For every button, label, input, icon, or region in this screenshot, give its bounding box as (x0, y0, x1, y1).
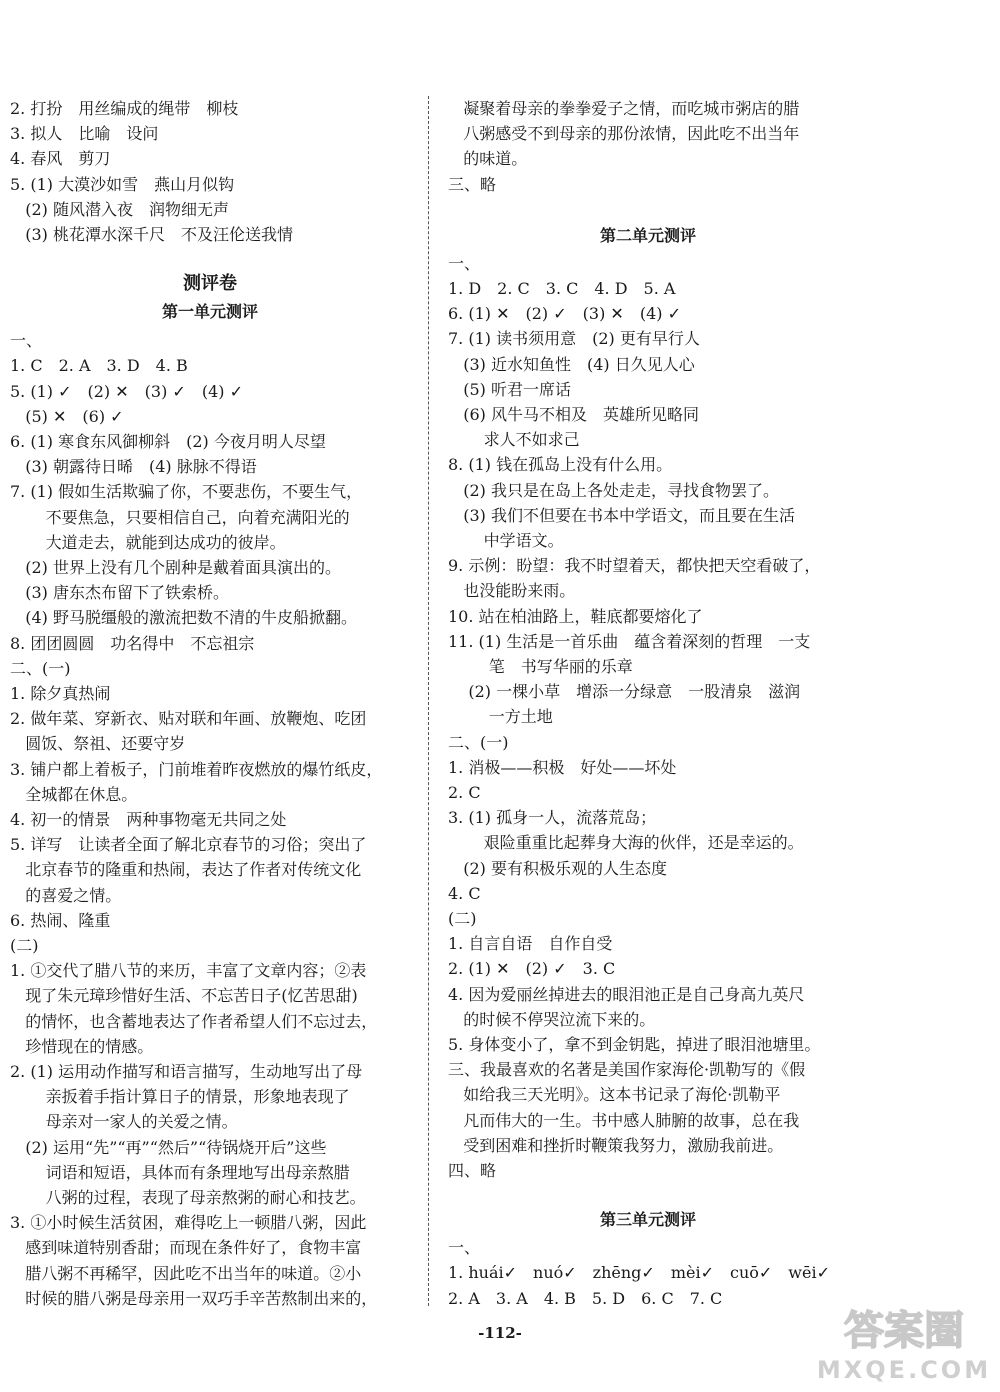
page-number: -112- (478, 1324, 522, 1342)
answer-line: 不要焦急，只要相信自己，向着充满阳光的 (10, 507, 350, 527)
column-divider (428, 96, 429, 1306)
answer-line: (2) 要有积极乐观的人生态度 (448, 858, 668, 878)
answer-line: 笔 书写华丽的乐章 (448, 657, 633, 676)
answer-line: 5. (1) 大漠沙如雪 燕山月似钩 (10, 174, 235, 194)
answer-line: 5. 详写 让读者全面了解北京春节的习俗；突出了 (10, 835, 367, 855)
answer-line: 7. (1) 读书须用意 (2) 更有早行人 (448, 329, 700, 349)
answer-line: 凝聚着母亲的拳拳爱子之情，而吃城市粥店的腊 (448, 99, 800, 118)
answer-line: (2) 世界上没有几个剧种是戴着面具演出的。 (10, 558, 342, 577)
unit-title: 第二单元测评 (599, 225, 696, 245)
answer-line: 3. (1) 孤身一人，流落荒岛； (448, 808, 657, 828)
answer-line: (2) 我只是在岛上各处走走，寻找食物罢了。 (448, 480, 780, 500)
answer-line: 圆饭、祭祖、还要守岁 (10, 734, 186, 754)
answer-line: 求人不如求己 (448, 430, 580, 450)
section-title: 测评卷 (183, 273, 237, 295)
answer-line: 4. C (448, 883, 481, 903)
answer-line: 八粥感受不到母亲的那份浓情，因此吃不出当年 (448, 124, 800, 144)
answer-line: (6) 风牛马不相及 英雄所见略同 (448, 405, 700, 424)
answer-line: (3) 桃花潭水深千尺 不及汪伦送我情 (10, 225, 294, 244)
answer-line: 6. (1) 寒食东风御柳斜 (2) 今夜月明人尽望 (10, 432, 326, 451)
answer-line: (3) 我们不但要在书本中学语文，而且要在生活 (448, 505, 796, 525)
watermark-logo (816, 1306, 992, 1386)
answer-line: 珍惜现在的情感。 (10, 1036, 154, 1056)
answer-line: 二、(一) (448, 732, 509, 752)
unit-title: 第一单元测评 (161, 302, 258, 322)
answer-line: (二) (10, 936, 39, 955)
answer-line: 2. A 3. A 4. B 5. D 6. C 7. C (448, 1288, 723, 1308)
answer-line: 1. 消极——积极 好处——坏处 (448, 757, 677, 777)
answer-line: 的味道。 (448, 149, 528, 169)
answer-line: 一方土地 (448, 707, 553, 727)
answer-line: 词语和短语，具体而有条理地写出母亲熬腊 (10, 1162, 350, 1182)
svg-text:答案圈: 答案圈 (844, 1308, 964, 1354)
answer-line: 凡而伟大的一生。书中感人肺腑的故事，总在我 (448, 1110, 800, 1130)
answer-line: 一、 (448, 253, 481, 273)
answer-line: 的喜爱之情。 (10, 885, 122, 905)
answer-line: 9. 示例：盼望：我不时望着天，都快把天空看破了， (448, 556, 821, 576)
answer-line: (2) 运用“先”“再”“然后”“待锅烧开后”这些 (10, 1137, 327, 1157)
answer-line: 1. ①交代了腊八节的来历，丰富了文章内容；②表 (10, 961, 367, 981)
answer-line: 的情怀，也含蓄地表达了作者希望人们不忘过去， (10, 1011, 378, 1031)
answer-line: 5. (1) ✓ (2) ✕ (3) ✓ (4) ✓ (10, 381, 243, 401)
answer-line: 四、略 (448, 1161, 497, 1180)
answer-line: 二、(一) (10, 658, 71, 678)
answer-line: 4. 因为爱丽丝掉进去的眼泪池正是自己身高九英尺 (448, 984, 805, 1004)
answer-line: 3. ①小时候生活贫困，难得吃上一顿腊八粥，因此 (10, 1213, 367, 1233)
answer-line: 腊八粥不再稀罕，因此吃不出当年的味道。②小 (10, 1263, 362, 1283)
answer-line: 如给我三天光明》。这本书记录了海伦·凯勒平 (448, 1085, 781, 1105)
answer-line: (2) 随风潜入夜 润物细无声 (10, 199, 230, 219)
answer-line: 11. (1) 生活是一首乐曲 蕴含着深刻的哲理 一支 (448, 631, 811, 651)
answer-line: 全城都在休息。 (10, 784, 138, 804)
answer-line: 2. 打扮 用丝编成的绳带 柳枝 (10, 99, 239, 118)
answer-line: 3. 铺户都上着板子，门前堆着昨夜燃放的爆竹纸皮， (10, 759, 383, 779)
answer-line: 4. 春风 剪刀 (10, 149, 111, 169)
answer-line: 1. 自言自语 自作自受 (448, 934, 613, 954)
unit-title: 第三单元测评 (599, 1210, 696, 1230)
answer-line: 2. (1) 运用动作描写和语言描写，生动地写出了母 (10, 1062, 363, 1081)
answer-line: 6. (1) ✕ (2) ✓ (3) ✕ (4) ✓ (448, 304, 681, 324)
answer-line: 8. (1) 钱在孤岛上没有什么用。 (448, 455, 673, 475)
answer-line: 也没能盼来雨。 (448, 581, 576, 601)
answer-line: 母亲对一家人的关爱之情。 (10, 1112, 238, 1132)
answer-line: 1. 除夕真热闹 (10, 684, 111, 703)
answer-line: 2. 做年菜、穿新衣、贴对联和年画、放鞭炮、吃团 (10, 709, 367, 729)
answer-line: 7. (1) 假如生活欺骗了你，不要悲伤，不要生气， (10, 482, 363, 502)
answer-line: 一、 (448, 1238, 481, 1258)
answer-line: 2. C (448, 783, 481, 802)
answer-line: 北京春节的隆重和热闹，表达了作者对传统文化 (10, 860, 362, 880)
answer-line: (3) 近水知鱼性 (4) 日久见人心 (448, 354, 695, 374)
answer-line: 受到困难和挫折时鞭策我努力，激励我前进。 (448, 1135, 784, 1155)
answer-line: 3. 拟人 比喻 设问 (10, 124, 159, 144)
answer-line: (4) 野马脱缰般的激流把数不清的牛皮船掀翻。 (10, 608, 358, 628)
svg-text:MXQE.COM: MXQE.COM (816, 1356, 992, 1384)
answer-line: 1. C 2. A 3. D 4. B (10, 356, 188, 376)
answer-line: 1. huái✓ nuó✓ zhēng✓ mèi✓ cuō✓ wēi✓ (448, 1263, 830, 1283)
answer-line: (2) 一棵小草 增添一分绿意 一股清泉 滋润 (448, 682, 801, 702)
answer-line: 八粥的过程，表现了母亲熬粥的耐心和技艺。 (10, 1188, 366, 1207)
answer-line: (3) 唐东杰布留下了铁索桥。 (10, 583, 230, 603)
answer-line: 2. (1) ✕ (2) ✓ 3. C (448, 959, 616, 979)
answer-line: 6. 热闹、隆重 (10, 910, 111, 930)
answer-line: 的时候不停哭泣流下来的。 (448, 1009, 656, 1029)
answer-line: 5. 身体变小了，拿不到金钥匙，掉进了眼泪池塘里。 (448, 1035, 821, 1054)
answer-line: 4. 初一的情景 两种事物毫无共同之处 (10, 810, 287, 829)
answer-line: 时候的腊八粥是母亲用一双巧手辛苦熬制出来的， (10, 1288, 378, 1308)
answer-line: 感到味道特别香甜；而现在条件好了，食物丰富 (10, 1238, 362, 1258)
answer-line: 现了朱元璋珍惜好生活、不忘苦日子(忆苦思甜) (10, 986, 358, 1006)
answer-line: 中学语文。 (448, 531, 564, 550)
answer-line: 8. 团团圆圆 功名得中 不忘祖宗 (10, 633, 255, 653)
answer-line: (3) 朝露待日晞 (4) 脉脉不得语 (10, 457, 257, 477)
answer-line: (5) ✕ (6) ✓ (10, 406, 124, 426)
answer-line: (5) 听君一席话 (448, 379, 572, 399)
answer-line: 艰险重重比起葬身大海的伙伴，还是幸运的。 (448, 833, 804, 853)
answer-line: 大道走去，就能到达成功的彼岸。 (10, 532, 286, 552)
answer-line: 1. D 2. C 3. C 4. D 5. A (448, 279, 676, 298)
answer-line: (二) (448, 909, 477, 928)
answer-line: 亲扳着手指计算日子的情景，形象地表现了 (10, 1087, 350, 1107)
answer-line: 三、我最喜欢的名著是美国作家海伦·凯勒写的《假 (448, 1060, 806, 1080)
answer-line: 三、略 (448, 174, 497, 194)
answer-line: 一、 (10, 331, 43, 351)
answer-line: 10. 站在柏油路上，鞋底都要熔化了 (448, 606, 703, 626)
